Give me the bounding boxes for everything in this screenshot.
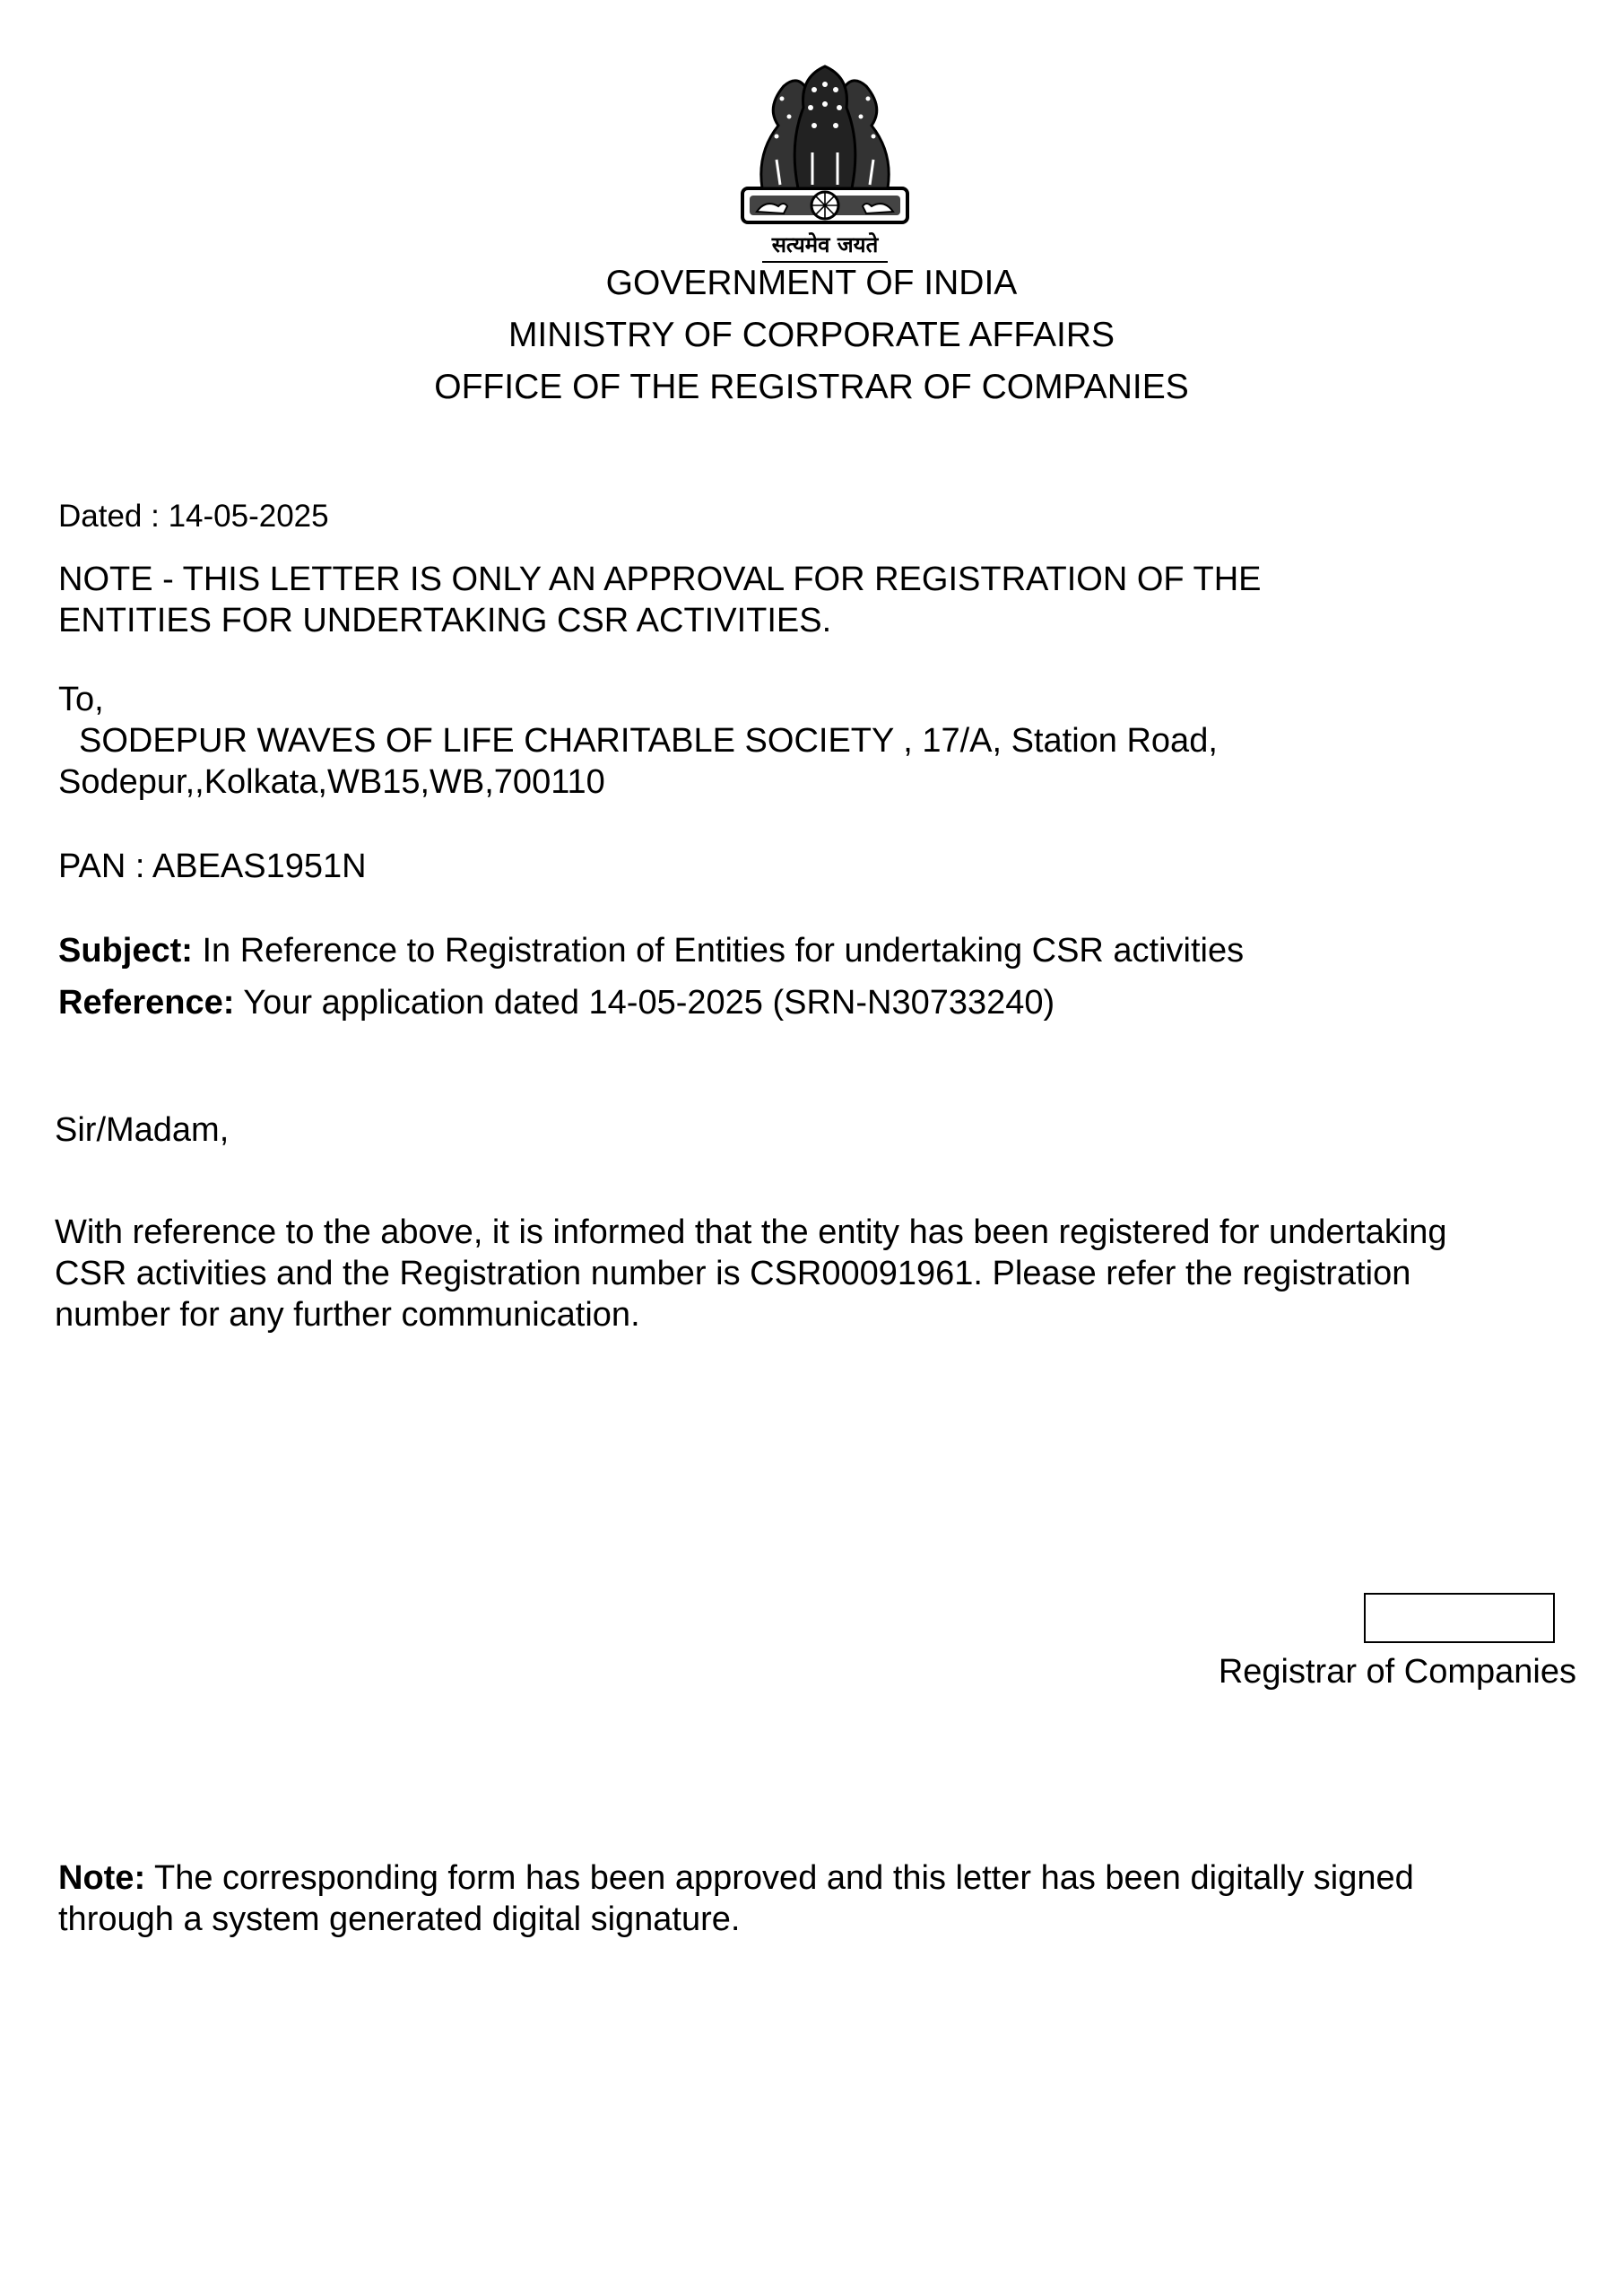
addressee-to: To, [58, 681, 104, 718]
subject-label: Subject: [58, 932, 193, 970]
body-line-2: CSR activities and the Registration number is CSR00091961. Please refer the registration [55, 1255, 1411, 1292]
reference-text: Your application dated 14-05-2025 (SRN-N30733240) [234, 984, 1055, 1022]
subject-text: In Reference to Registration of Entities for undertaking CSR activities [192, 932, 1245, 970]
pan-line: PAN : ABEAS1951N [58, 848, 367, 885]
subject-line [58, 929, 1244, 972]
footer-note-text-1: The corresponding form has been approved and this letter has been digitally signed [145, 1859, 1414, 1897]
header-office: OFFICE OF THE REGISTRAR OF COMPANIES [434, 368, 1189, 406]
signatory-title: Registrar of Companies [1218, 1653, 1576, 1691]
body-line-3: number for any further communication. [55, 1296, 640, 1334]
dated-line: Dated : 14-05-2025 [58, 499, 329, 534]
body-line-1: With reference to the above, it is informed that the entity has been registered for undertaking [55, 1213, 1447, 1251]
reference-label: Reference: [58, 984, 235, 1022]
header-ministry: MINISTRY OF CORPORATE AFFAIRS [508, 316, 1115, 354]
reference-line [58, 981, 1055, 1024]
addressee-line-2: Sodepur,,Kolkata,WB15,WB,700110 [58, 763, 605, 801]
salutation: Sir/Madam, [55, 1111, 230, 1149]
footer-note-line-2: through a system generated digital signature. [58, 1900, 741, 1938]
addressee-line-1: SODEPUR WAVES OF LIFE CHARITABLE SOCIETY , 17/A, Station Road, [79, 722, 1218, 760]
emblem-motto: सत्यमेव जयते [771, 232, 879, 257]
digital-signature-box [1364, 1593, 1555, 1643]
approval-note-line-2: ENTITIES FOR UNDERTAKING CSR ACTIVITIES. [58, 602, 832, 639]
footer-note-line-1 [58, 1857, 1414, 1900]
footer-note-label: Note: [58, 1859, 146, 1897]
header-government: GOVERNMENT OF INDIA [605, 264, 1018, 302]
approval-note-line-1: NOTE - THIS LETTER IS ONLY AN APPROVAL FOR REGISTRATION OF THE [58, 561, 1262, 598]
